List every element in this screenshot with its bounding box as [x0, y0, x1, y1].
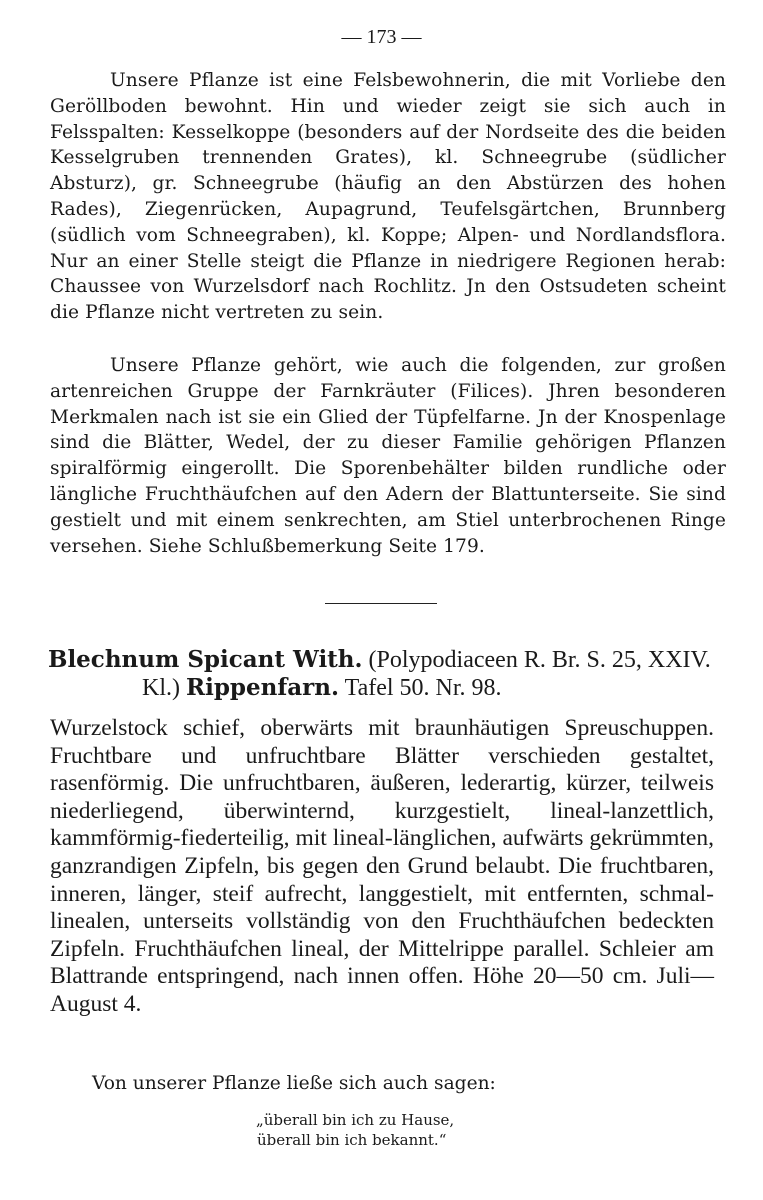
- species-entry-heading: [48, 646, 730, 702]
- family-line-2: S. 25, XXIV. Kl.): [142, 647, 711, 701]
- common-name: Rippenfarn.: [186, 674, 340, 701]
- species-heading-text: [48, 646, 730, 702]
- habitat-paragraph: Unsere Pflanze ist eine Felsbewohnerin, die mit Vorliebe den Geröllboden bewohnt. Hin und wieder zeigt sie sich auch in Felsspalten: Kesselkoppe (besonders auf der Nordseite des die beiden Kesselgruben trennenden Grates), kl. Schneegrube (südlicher Absturz), gr. Schneegrube (häufig an den Abstürzen des hohen Rades), Ziegenrücken, Aupagrund, Teufelsgärtchen, Brunnberg (südlich vom Schneegraben), kl. Koppe; Alpen- und Nordlandsflora. Nur an einer Stelle steigt die Pflanze in niedrigere Regionen herab: Chaussee von Wurzelsdorf nach Rochlitz. Jn den Ostsudeten scheint die Pflanze nicht vertreten zu sein.: [50, 70, 726, 324]
- family-line-1: (Polypodiaceen R. Br.: [368, 647, 581, 673]
- description-text: Wurzelstock schief, oberwärts mit braunhäutigen Spreuschuppen. Fruchtbare und unfruchtbare Blätter verschieden gestaltet, rasenförmig. Die unfruchtbaren, äußeren, lederartig, kürzer, teilweis niederliegend, überwinternd, kurzgestielt, lineal-lanzettlich, kammförmig-fiederteilig, mit lineal-länglichen, aufwärts gekrümmten, ganzrandigen Zipfeln, bis gegen den Grund belaubt. Die fruchtbaren, inneren, länger, steif aufrecht, langgestielt, mit entfernten, schmal-linealen, unterseits vollständig von den Fruchthäufchen bedeckten Zipfeln. Fruchthäufchen lineal, der Mittelrippe parallel. Schleier am Blattrande entspringend, nach innen offen. Höhe 20—50 cm. Juli—August 4.: [50, 715, 714, 1017]
- page-number: — 173 —: [341, 26, 422, 48]
- species-description: [50, 715, 714, 1019]
- classification-section: [50, 353, 726, 559]
- habitat-section: [50, 68, 726, 326]
- quote-line-1: „überall bin ich zu Hause,: [256, 1111, 455, 1129]
- species-name: Blechnum Spicant With.: [48, 646, 363, 673]
- plate-reference: Tafel 50. Nr. 98.: [344, 675, 502, 701]
- quote-intro: Von unserer Pflanze ließe sich auch sagen:: [92, 1073, 496, 1094]
- classification-paragraph: Unsere Pflanze gehört, wie auch die folgenden, zur großen artenreichen Gruppe der Farnkräuter (Filices). Jhren besonderen Merkmalen nach ist sie ein Glied der Tüpfelfarne. Jn der Knospenlage sind die Blätter, Wedel, der zu dieser Familie gehörigen Pflanzen spiralförmig eingerollt. Die Sporenbehälter bilden rundliche oder längliche Fruchthäufchen auf den Adern der Blattunterseite. Sie sind gestielt und mit einem senkrechten, am Stiel unterbrochenen Ringe versehen. Siehe Schlußbemerkung Seite 179.: [50, 355, 726, 557]
- quote-verse: [256, 1110, 556, 1150]
- section-divider: [325, 603, 437, 604]
- quote-line-2: überall bin ich bekannt.“: [257, 1131, 447, 1149]
